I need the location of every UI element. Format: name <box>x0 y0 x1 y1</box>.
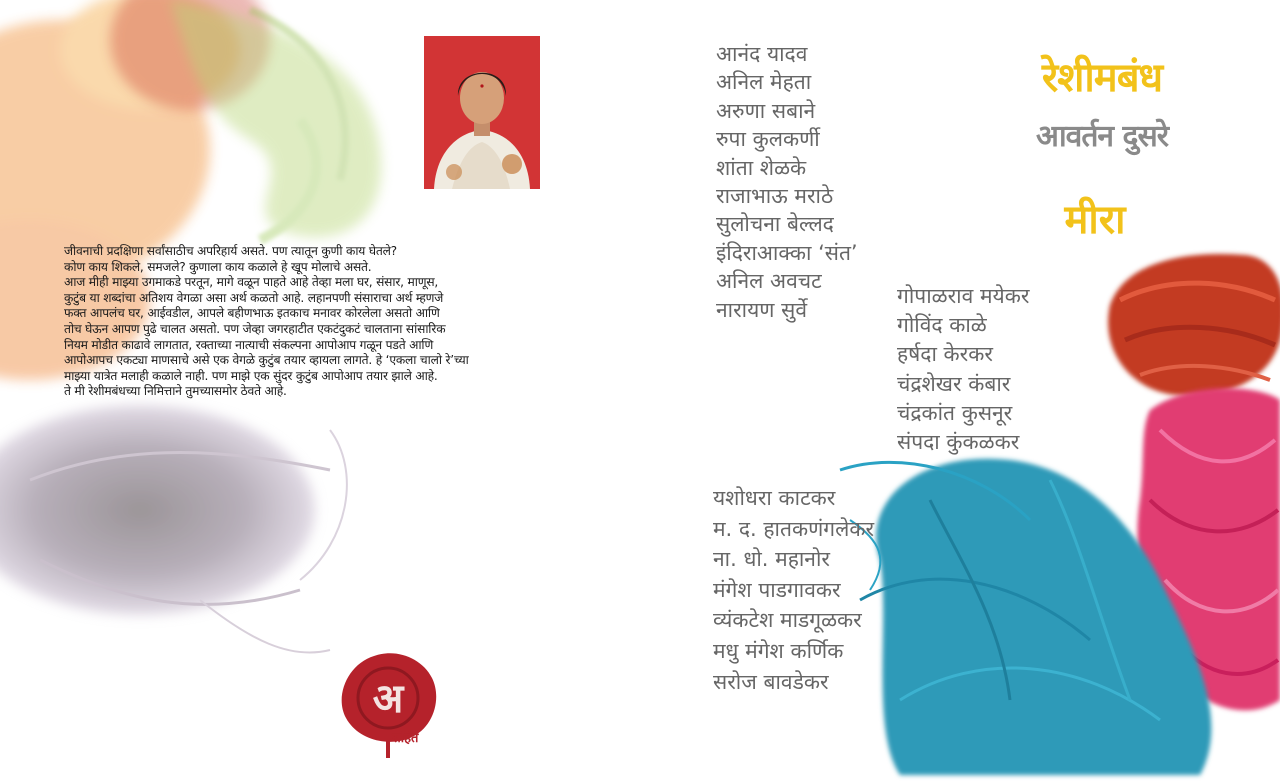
name-item: नारायण सुर्वे <box>716 297 808 322</box>
book-author: मीरा <box>1064 197 1126 243</box>
name-item: हर्षदा केरकर <box>897 342 993 367</box>
name-item: चंद्रकांत कुसनूर <box>897 400 1013 425</box>
name-item: इंदिराआक्का ‘संत’ <box>716 240 858 265</box>
author-portrait-image <box>424 36 540 189</box>
book-subtitle: आवर्तन दुसरे <box>1035 119 1168 154</box>
name-item: रुपा कुलकर्णी <box>716 127 820 152</box>
name-item: राजाभाऊ मराठे <box>716 184 834 209</box>
name-item: आनंद यादव <box>716 42 808 66</box>
name-item: सुलोचना बेल्लद <box>716 212 834 237</box>
name-item: यशोधरा काटकर <box>713 486 836 510</box>
name-item: ना. धो. महानोर <box>713 547 830 572</box>
author-photo <box>424 36 540 189</box>
name-item: मंगेश पाडगावकर <box>713 577 841 602</box>
name-item: गोपाळराव मयेकर <box>897 284 1030 308</box>
name-item: व्यंकटेश माडगूळकर <box>713 608 862 633</box>
names-list-group-1 <box>716 40 858 324</box>
name-item: चंद्रशेखर कंबार <box>897 371 1011 396</box>
name-item: संपदा कुंकळकर <box>897 430 1020 455</box>
names-list-group-2 <box>897 282 1029 457</box>
seal-glyph: अ <box>372 676 404 722</box>
publisher-seal-logo <box>336 650 446 760</box>
red-yarn-skein <box>1108 254 1280 396</box>
back-cover-blurb: जीवनाची प्रदक्षिणा सर्वांसाठीच अपरिहार्य असते. पण त्यातून कुणी काय घेतले? कोण काय शिकले, समजले? कुणाला काय कळाले हे खूप मोलाचे असते. आज मीही माझ्या उगमाकडे परतून, मागे वळून पाहते आहे तेव्हा मला घर, संसार, माणूस, कुटुंब या शब्दांचा अतिशय वेगळा असा अर्थ कळतो आहे. लहानपणी संसाराचा अर्थ म्हणजे फक्त आपलंच घर, आईवडील, आपले बहीणभाऊ इतकाच मनावर कोरलेला असतो आणि तोच घेऊन आपण पुढे चालत असतो. पण जेव्हा जगरहाटीत एकटंदुकटं चालताना सांसारिक नियम मोडीत काढावे लागतात, रक्ताच्या नात्याची संकल्पना आपोआप गळून पडते आणि आपोआपच एकट्या माणसाचे असे एक वेगळे कुटुंब तयार व्हायला लागते. हे ‘एकला चालो रे’च्या माझ्या यात्रेत मलाही कळाले नाही. पण माझे एक सुंदर कुटुंब आपोआप तयार झाले आहे. ते मी रेशीमबंधच्या निमित्ताने तुमच्यासमोर ठेवते आहे. <box>64 244 469 399</box>
name-item: गोविंद काळे <box>897 313 987 338</box>
name-item: मधु मंगेश कर्णिक <box>713 638 844 663</box>
name-item: सरोज बावडेकर <box>713 669 829 694</box>
name-item: अरुणा सबाने <box>716 98 816 123</box>
names-list-group-3 <box>713 483 874 697</box>
name-item: अनिल अवचट <box>716 269 822 294</box>
name-item: शांता शेळके <box>716 155 807 180</box>
name-item: अनिल मेहता <box>716 70 812 95</box>
publisher-name: सहित <box>392 731 419 746</box>
book-title: रेशीमबंध <box>1041 55 1163 101</box>
name-item: म. द. हातकणंगलेकर <box>713 516 875 541</box>
